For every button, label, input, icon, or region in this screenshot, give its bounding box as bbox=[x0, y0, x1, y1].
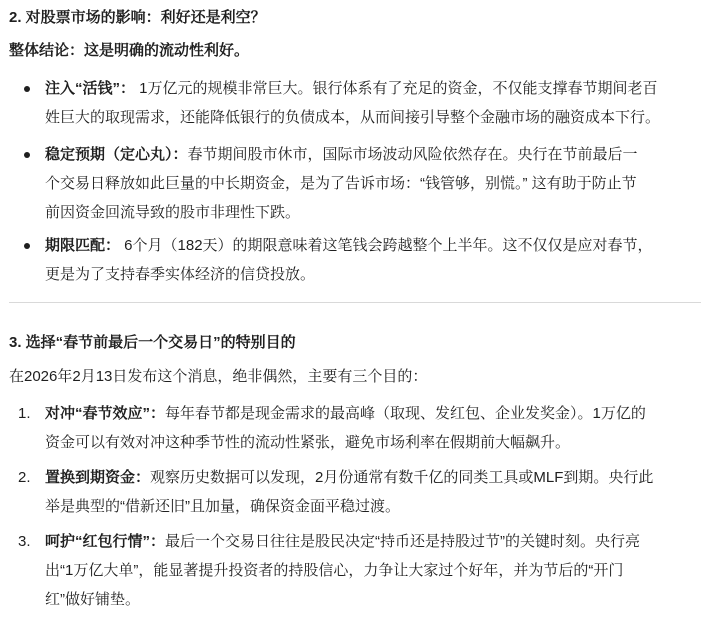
bullet-dot bbox=[24, 86, 30, 92]
bullet-lead: 注入“活钱”： bbox=[45, 80, 136, 97]
bullet-lead: 期限匹配： bbox=[45, 237, 121, 254]
section-3-intro: 在2026年2月13日发布这个消息，绝非偶然，主要有三个目的： bbox=[9, 368, 428, 385]
item-body bbox=[45, 463, 705, 521]
item-text: 最后一个交易日往往是股民决定“持币还是持股过节”的关键时刻。央行亮 bbox=[165, 533, 641, 550]
item-text: 观察历史数据可以发现，2月份通常有数千亿的同类工具或MLF到期。央行此 bbox=[150, 469, 654, 486]
bullet-text: 6个月（182天）的期限意味着这笔钱会跨越整个上半年。这不仅仅是应对春节， bbox=[120, 237, 653, 254]
bullet-line bbox=[45, 74, 705, 103]
bullet-line: 更是为了支持春季实体经济的信贷投放。 bbox=[45, 266, 316, 283]
bullet-dot bbox=[24, 152, 30, 158]
item-lead: 对冲“春节效应”： bbox=[45, 405, 166, 422]
item-line bbox=[45, 463, 705, 492]
bullet-line: 个交易日释放如此巨量的中长期资金，是为了告诉市场：“钱管够，别慌。” 这有助于防止节 bbox=[45, 175, 637, 192]
item-lead: 呵护“红包行情”： bbox=[45, 533, 166, 550]
bullet-lead: 稳定预期（定心丸）： bbox=[45, 146, 188, 163]
item-line: 出“1万亿大单”，能显著提升投资者的持股信心，力争让大家过个好年，并为节后的“开门 bbox=[45, 562, 624, 579]
bullet-line bbox=[45, 140, 705, 169]
item-line: 资金可以有效对冲这种季节性的流动性紧张，避免市场利率在假期前大幅飙升。 bbox=[45, 434, 571, 451]
item-number: 2. bbox=[18, 469, 31, 486]
bullet-line bbox=[45, 231, 705, 260]
item-line bbox=[45, 527, 705, 556]
bullet-body bbox=[45, 140, 705, 227]
item-line: 举是典型的“借新还旧”且加量，确保资金面平稳过渡。 bbox=[45, 498, 400, 515]
item-body bbox=[45, 399, 705, 457]
item-lead: 置换到期资金： bbox=[45, 469, 151, 486]
bullet-text: 1万亿元的规模非常巨大。银行体系有了充足的资金，不仅能支撑春节期间老百 bbox=[135, 80, 658, 97]
section-divider bbox=[9, 302, 701, 303]
item-number: 3. bbox=[18, 533, 31, 550]
bullet-dot bbox=[24, 243, 30, 249]
item-line bbox=[45, 399, 705, 428]
overall-conclusion: 整体结论：这是明确的流动性利好。 bbox=[9, 42, 250, 59]
item-text: 每年春节都是现金需求的最高峰（取现、发红包、企业发奖金）。1万亿的 bbox=[165, 405, 646, 422]
section-2-heading: 2. 对股票市场的影响：利好还是利空？ bbox=[9, 9, 266, 26]
item-line: 红”做好铺垫。 bbox=[45, 591, 140, 608]
bullet-body bbox=[45, 74, 705, 132]
item-number: 1. bbox=[18, 405, 31, 422]
item-body bbox=[45, 527, 705, 614]
bullet-line: 姓巨大的取现需求，还能降低银行的负债成本，从而间接引导整个金融市场的融资成本下行。 bbox=[45, 109, 661, 126]
section-3-heading: 3. 选择“春节前最后一个交易日”的特别目的 bbox=[9, 334, 296, 351]
bullet-body bbox=[45, 231, 705, 289]
bullet-line: 前因资金回流导致的股市非理性下跌。 bbox=[45, 204, 301, 221]
bullet-text: 春节期间股市休市，国际市场波动风险依然存在。央行在节前最后一 bbox=[187, 146, 638, 163]
